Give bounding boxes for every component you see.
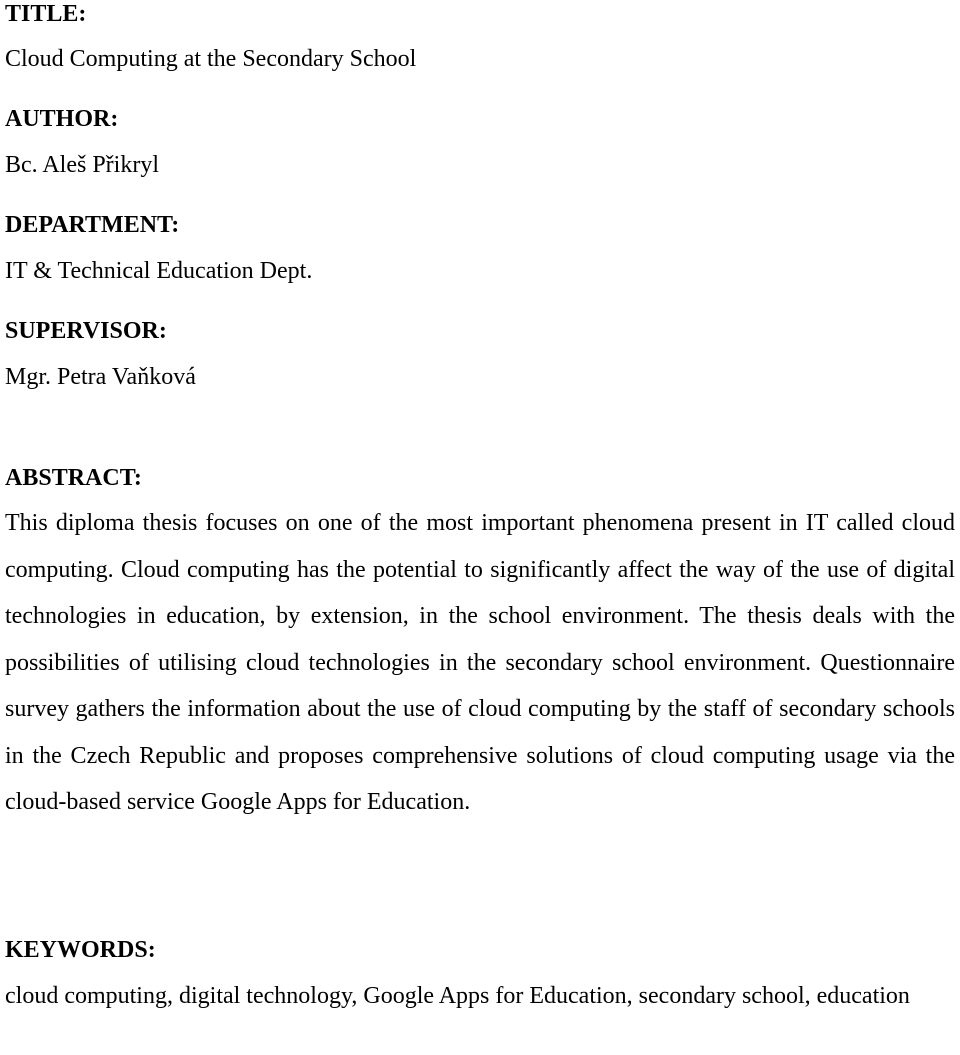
supervisor-label: SUPERVISOR: bbox=[5, 318, 167, 344]
keywords-label: KEYWORDS: bbox=[5, 937, 156, 963]
department-label: DEPARTMENT: bbox=[5, 212, 180, 238]
title-value: Cloud Computing at the Secondary School bbox=[5, 46, 417, 72]
abstract-label: ABSTRACT: bbox=[5, 465, 142, 491]
abstract-text: This diploma thesis focuses on one of the most important phenomena present in IT called cloud computing. Cloud computing has the potential to significantly affect the way of the use of digital technologies in education, by extension, in the school environment. The thesis deals with the possibilities of utilising cloud technologies in the secondary school environment. Questionnaire survey gathers the information about the use of cloud computing by the staff of secondary schools in the Czech Republic and proposes comprehensive solutions of cloud computing usage via the cloud-based service Google Apps for Education. bbox=[5, 510, 955, 815]
department-value: IT & Technical Education Dept. bbox=[5, 258, 313, 284]
supervisor-value: Mgr. Petra Vaňková bbox=[5, 364, 196, 390]
keywords-text: cloud computing, digital technology, Google Apps for Education, secondary school, education bbox=[5, 983, 910, 1009]
title-label: TITLE: bbox=[5, 1, 87, 27]
author-label: AUTHOR: bbox=[5, 106, 119, 132]
author-value: Bc. Aleš Přikryl bbox=[5, 152, 159, 178]
